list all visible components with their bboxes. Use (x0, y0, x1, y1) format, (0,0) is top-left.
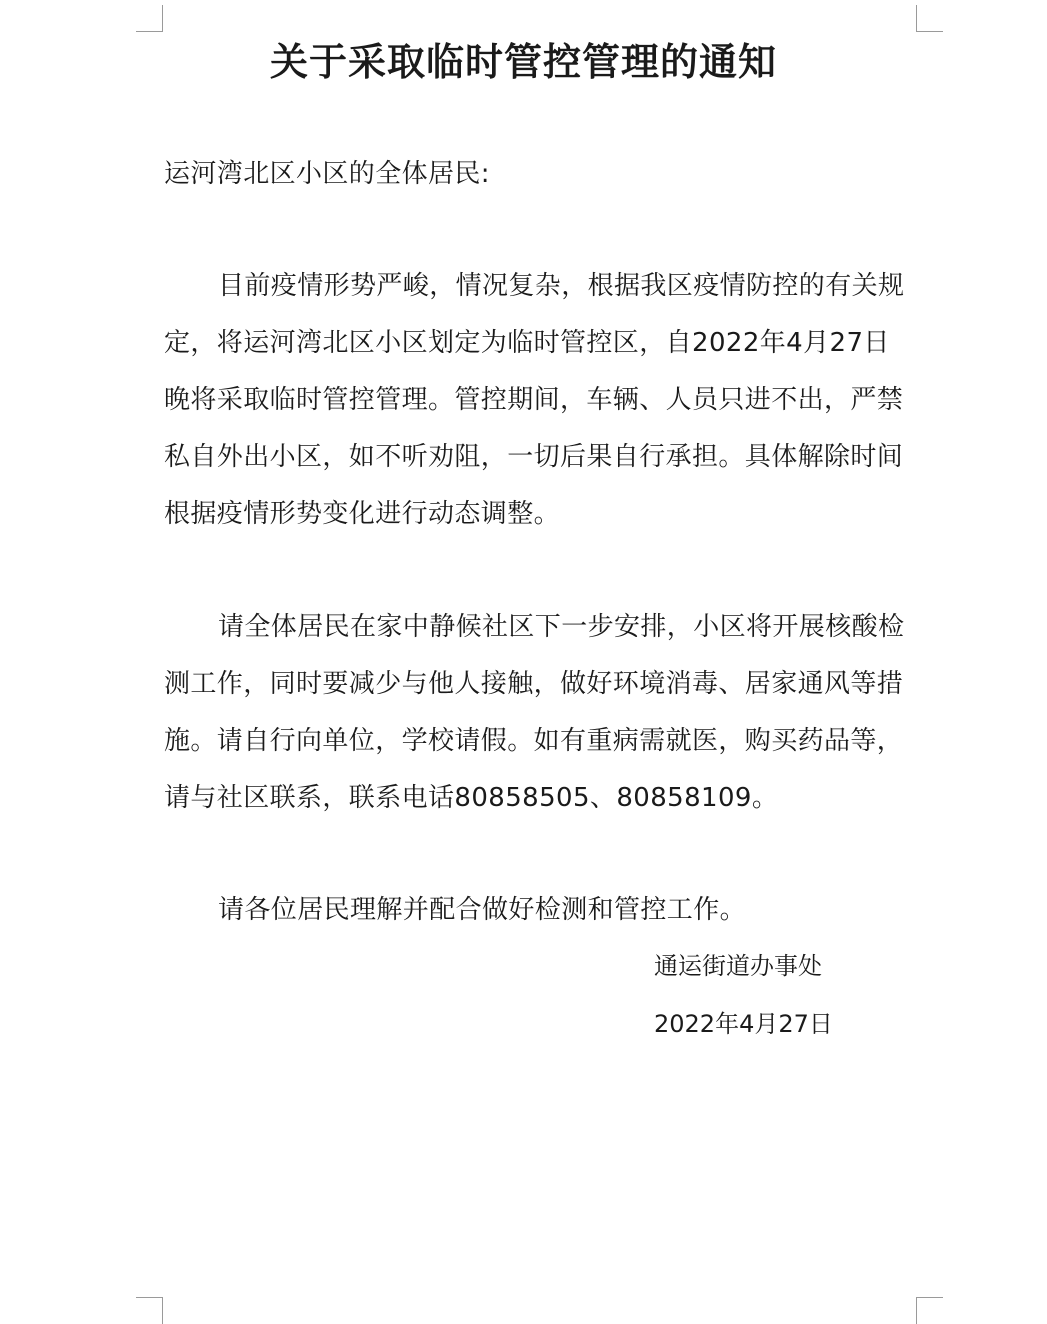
page-corner-mark-bottom-right (916, 1297, 943, 1324)
paragraph-lockdown-notice: 目前疫情形势严峻，情况复杂，根据我区疫情防控的有关规定，将运河湾北区小区划定为临时管控区，自2022年4月27日晚将采取临时管控管理。管控期间，车辆、人员只进不出，严禁私自外出小区，如不听劝阻，一切后果自行承担。具体解除时间根据疫情形势变化进行动态调整。 (164, 271, 905, 529)
paragraph-resident-instructions: 请全体居民在家中静候社区下一步安排，小区将开展核酸检测工作，同时要减少与他人接触，做好环境消毒、居家通风等措施。请自行向单位，学校请假。如有重病需就医，购买药品等，请与社区联系，联系电话80858505、80858109。 (164, 612, 905, 813)
salutation: 运河湾北区小区的全体居民: (164, 159, 490, 189)
page-corner-mark-top-right (916, 5, 943, 32)
notice-title: 关于采取临时管控管理的通知 (269, 40, 777, 84)
page-corner-mark-bottom-left (136, 1297, 163, 1324)
paragraph-closing-request: 请各位居民理解并配合做好检测和管控工作。 (218, 895, 747, 925)
issuer-signature: 通运街道办事处 (654, 952, 822, 980)
page-corner-mark-top-left (136, 5, 163, 32)
issue-date: 2022年4月27日 (654, 1010, 833, 1038)
